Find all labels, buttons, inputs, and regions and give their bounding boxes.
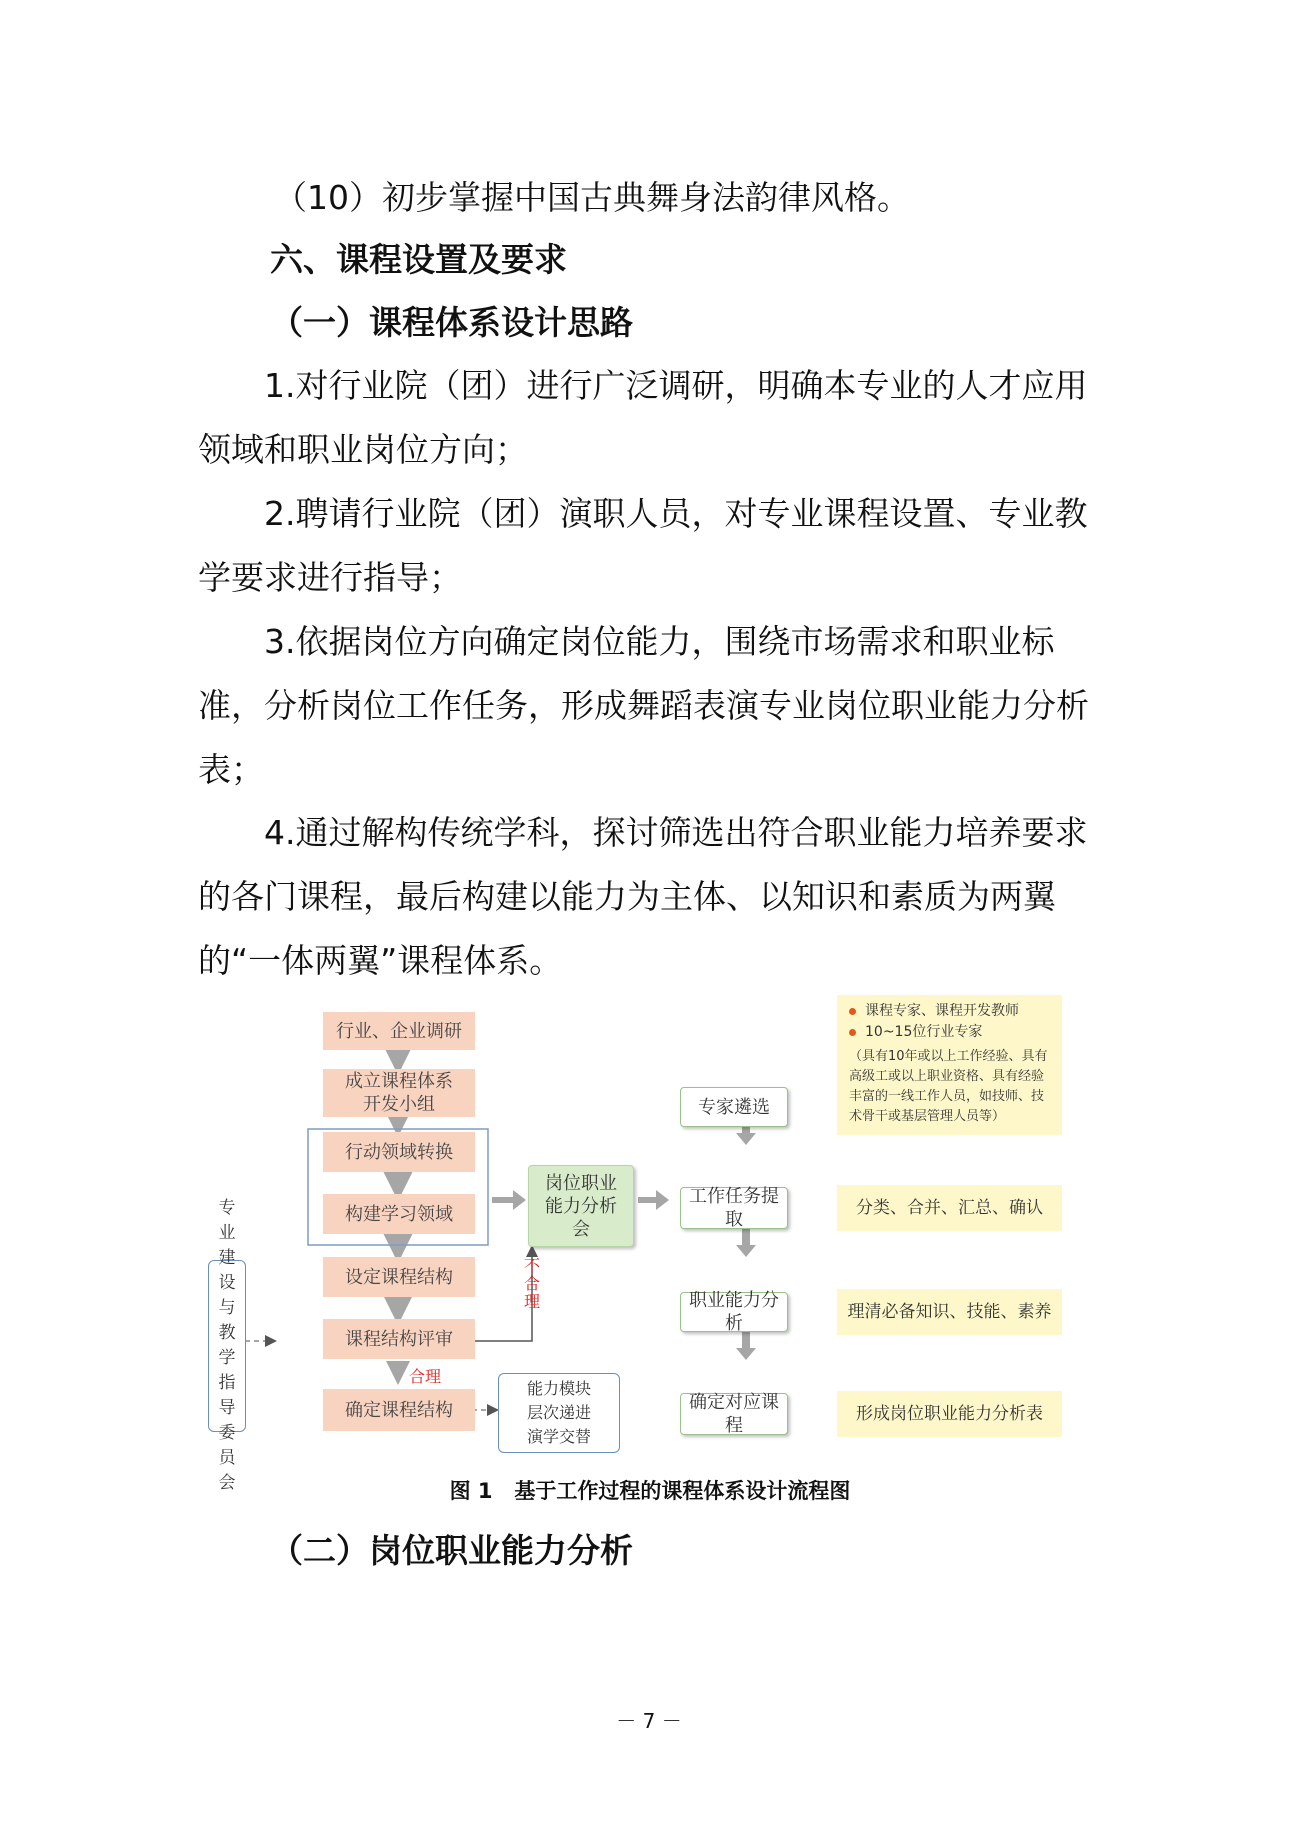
- note-tasks: 分类、合并、汇总、确认: [837, 1185, 1062, 1231]
- heading-2-text: （二）岗位职业能力分析: [270, 1531, 633, 1570]
- heading-1-text: （一）课程体系设计思路: [270, 303, 633, 342]
- step-learning-domain: 构建学习领域: [323, 1194, 475, 1234]
- step-task-extraction: 工作任务提取: [680, 1187, 788, 1229]
- section-heading-6: [198, 228, 1103, 292]
- step-review-structure: 课程结构评审: [323, 1319, 475, 1359]
- paragraph-4: 4.通过解构传统学科，探讨筛选出符合职业能力培养要求的各门课程，最后构建以能力为主体、以知识和素质为两翼的“一体两翼”课程体系。: [198, 813, 1088, 980]
- experts-bullet-1-text: 课程专家、课程开发教师: [865, 1003, 1019, 1019]
- step-confirm-structure: 确定课程结构: [323, 1389, 475, 1431]
- experts-detail: （具有10年或以上工作经验、具有高级工或以上职业资格、具有经验丰富的一线工作人员，如技师、技术骨干或基层管理人员等）: [849, 1049, 1048, 1124]
- figure-caption: 图 1 基于工作过程的课程体系设计流程图: [449, 1479, 851, 1503]
- unreasonable-label: 不合理: [523, 1256, 540, 1311]
- note-courses: 形成岗位职业能力分析表: [837, 1391, 1062, 1437]
- text-line-item10: [198, 166, 1103, 230]
- subsection-heading-2: [198, 1519, 1103, 1583]
- step-form-team: 成立课程体系开发小组: [323, 1069, 475, 1117]
- item10-text: （10）初步掌握中国古典舞身法韵律风格。: [274, 178, 910, 217]
- experts-bullet-2-text: 10~15位行业专家: [865, 1024, 983, 1040]
- step-action-domain: 行动领域转换: [323, 1132, 475, 1172]
- note-ability: 理清必备知识、技能、素养: [837, 1289, 1062, 1335]
- page-number: － 7 －: [616, 1709, 682, 1733]
- step-set-structure: 设定课程结构: [323, 1257, 475, 1297]
- bullet-dot-icon: [849, 1029, 856, 1036]
- meeting-box: 岗位职业能力分析会: [528, 1165, 634, 1247]
- experts-bullet-1: [849, 1001, 1019, 1022]
- committee-box: 专业建设与教学指导委员会: [208, 1260, 246, 1432]
- step-ability-analysis: 职业能力分析: [680, 1292, 788, 1332]
- paragraph-2: 2.聘请行业院（团）演职人员，对专业课程设置、专业教学要求进行指导；: [198, 494, 1088, 597]
- ability-module-box: 能力模块层次递进演学交替: [498, 1373, 620, 1453]
- note-experts: [837, 995, 1062, 1135]
- subsection-heading-1: [198, 291, 1103, 355]
- flowchart-figure: [218, 995, 1070, 1503]
- step-expert-selection: 专家遴选: [680, 1087, 788, 1127]
- reasonable-label: 合理: [408, 1367, 441, 1386]
- heading-6-text: 六、课程设置及要求: [270, 240, 567, 279]
- bullet-dot-icon: [849, 1008, 856, 1015]
- experts-bullet-2: [849, 1022, 982, 1043]
- step-industry-research: 行业、企业调研: [323, 1012, 475, 1050]
- paragraph-1: 1.对行业院（团）进行广泛调研，明确本专业的人才应用领域和职业岗位方向；: [198, 366, 1088, 469]
- paragraph-3: 3.依据岗位方向确定岗位能力，围绕市场需求和职业标准，分析岗位工作任务，形成舞蹈表演专业岗位职业能力分析表；: [198, 622, 1089, 789]
- step-confirm-courses: 确定对应课程: [680, 1393, 788, 1435]
